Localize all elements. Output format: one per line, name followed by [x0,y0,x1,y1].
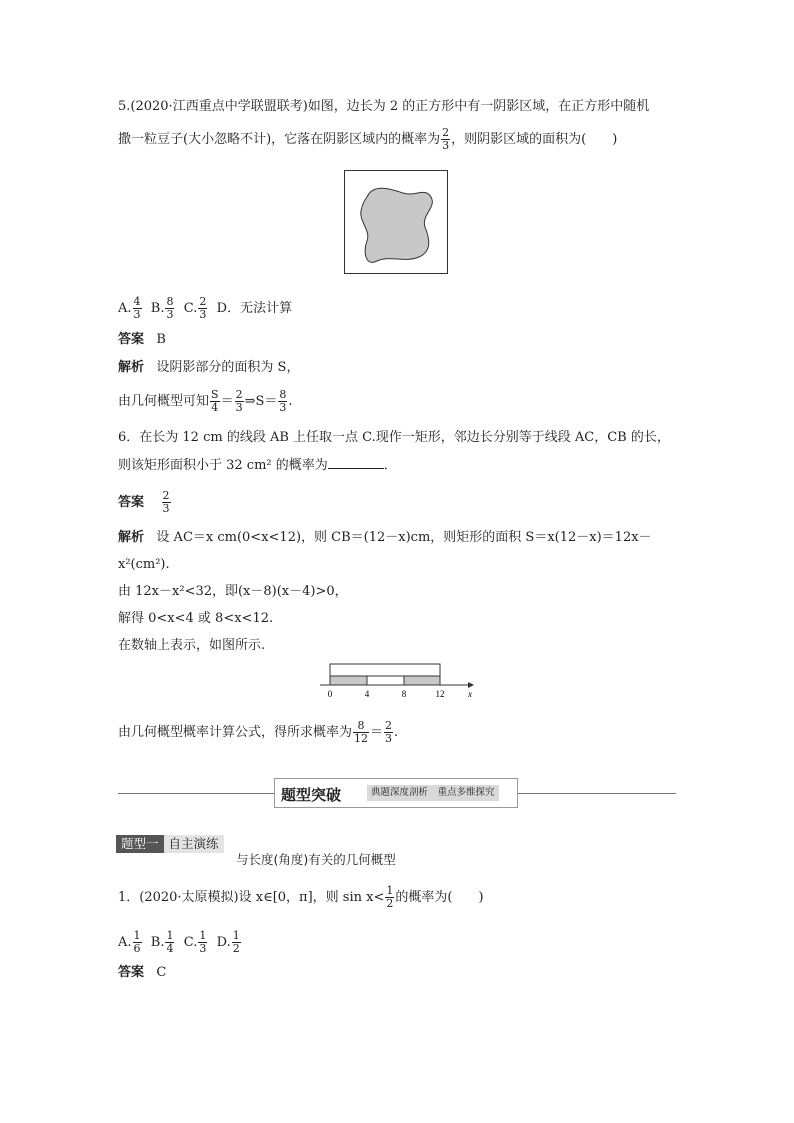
option-label: D． [216,301,241,316]
q5-line2 [118,127,617,152]
fraction-denominator: 2 [386,897,394,910]
equals-sign: ＝ [370,725,384,740]
q5-option-a [118,295,143,321]
fraction-denominator: 2 [232,942,240,955]
fraction-numerator: 1 [232,929,240,942]
fraction-numerator: 2 [442,126,450,139]
option-label: C. [183,301,198,316]
q1-option-d [216,929,242,955]
q5-options [118,296,292,321]
q6-analysis-2: x²(cm²). [118,557,170,572]
fraction-denominator: 4 [211,401,219,414]
fraction-denominator: 12 [354,732,369,745]
option-fraction [133,930,142,955]
implies-text: ⇒S＝ [244,394,278,409]
q5-probability-fraction [441,127,450,152]
fraction-s-over-4 [210,389,220,414]
fraction-denominator: 3 [279,401,287,414]
option-fraction [165,930,174,955]
q1-answer [118,964,166,982]
fraction-denominator: 3 [199,942,207,955]
fraction-denominator: 3 [133,308,141,321]
fraction-eight-thirds [278,389,287,414]
q1-text: 1．(2020·太原模拟)设 x∈[0，π]，则 sin x< [118,890,385,905]
analysis-label: 解析 [118,360,145,375]
option-fraction [198,930,207,955]
q5-analysis-1 [118,359,299,377]
option-text: 无法计算 [240,301,293,316]
option-fraction [165,296,174,321]
q6-analysis-1 [118,529,652,547]
q5-line1: 5.(2020·江西重点中学联盟联考)如图，边长为 2 的正方形中有一阴影区域，在正方形中随机 [118,99,650,114]
tick-label-12: 12 [435,689,445,699]
option-label: D. [216,935,231,950]
analysis-label: 解析 [118,530,145,545]
conclusion-text: 由几何概型概率计算公式，得所求概率为 [118,725,353,740]
full-segment-rect [330,664,440,676]
fraction-denominator: 3 [166,308,174,321]
fraction-denominator: 6 [133,942,141,955]
answer-label: 答案 [118,495,145,510]
tick-label-4: 4 [364,689,370,699]
fraction-two-thirds [384,720,393,745]
banner-title: 题型突破 [281,786,342,804]
fraction-numerator: 2 [162,489,170,502]
answer-label: 答案 [118,965,145,980]
analysis-text: 由几何概型可知 [118,394,210,409]
answer-label: 答案 [118,332,145,347]
q5-line2-text: 撒一粒豆子(大小忽略不计)，它落在阴影区域内的概率为 [118,132,441,147]
q5-answer [118,331,166,349]
option-fraction [198,296,207,321]
fraction-denominator: 4 [166,942,174,955]
fraction-denominator: 3 [235,401,243,414]
tick-label-8: 8 [401,689,407,699]
fraction-numerator: S [211,388,219,401]
period: ． [383,458,397,473]
q6-analysis-4: 解得 0<x<4 或 8<x<12. [118,611,274,626]
period: . [288,394,293,409]
section-tag-label: 自主演练 [164,835,224,853]
q5-analysis-2 [118,389,293,414]
fraction-numerator: 8 [166,295,174,308]
banner-rule-right [518,793,676,794]
q1-option-c [183,929,209,955]
q6-line2 [118,456,397,475]
q5-option-d [217,301,292,316]
fraction-numerator: 2 [385,719,393,732]
axis-label-x: x [468,689,472,699]
option-label: B. [150,301,165,316]
section-title: 与长度(角度)有关的几何概型 [236,852,396,867]
fraction-denominator: 3 [385,732,393,745]
fraction-numerator: 1 [386,884,394,897]
analysis-text: 设 AC＝x cm(0<x<12)，则 CB＝(12－x)cm，则矩形的面积 S＝x(12－x)＝12x－ [156,530,652,545]
analysis-text: 设阴影部分的面积为 S， [156,360,300,375]
fraction-numerator: 8 [353,720,369,733]
option-fraction [232,930,241,955]
tick-label-0: 0 [327,689,333,699]
answer-value: B [156,332,166,347]
fraction-numerator: 1 [199,929,207,942]
shaded-interval-0-4 [330,676,367,685]
number-line-figure [318,662,483,706]
q6-analysis-3: 由 12x－x²<32，即(x－8)(x－4)>0， [118,584,348,599]
option-label: A. [118,301,132,316]
option-fraction [133,296,142,321]
fraction-numerator: 2 [235,388,243,401]
axis-arrow [468,682,474,688]
fraction-two-thirds [235,389,244,414]
answer-fraction [162,490,171,515]
q1-options [118,930,242,955]
fraction-denominator: 3 [442,139,450,152]
q1-option-a [118,929,143,955]
shaded-region [361,188,433,262]
q6-analysis-5: 在数轴上表示，如图所示. [118,638,266,653]
section-tag [116,835,224,853]
q5-option-b [150,295,176,321]
period: . [394,725,399,740]
fraction-numerator: 4 [133,295,141,308]
answer-value: C [156,965,167,980]
fraction-one-half [385,885,394,910]
fraction-denominator: 3 [199,308,207,321]
option-label: A. [118,935,132,950]
q6-conclusion [118,720,398,745]
fraction-numerator: 8 [279,388,287,401]
q5-line2-tail: ，则阴影区域的面积为( ) [451,132,618,147]
fraction-denominator: 3 [162,502,170,515]
q5-option-c [183,295,209,321]
banner-subtitle: 典题深度剖析 重点多维探究 [367,785,499,801]
section-tag-number: 题型一 [116,835,164,853]
fraction-eight-twelfths [353,720,369,745]
q1-option-b [150,929,176,955]
section-banner [274,778,518,808]
q6-line2-text: 则该矩形面积小于 32 cm² 的概率为 [118,458,328,473]
option-label: C. [183,935,198,950]
option-label: B. [150,935,165,950]
square-figure [344,170,448,274]
number-line-svg [318,662,483,702]
q1-text-tail: 的概率为( ) [395,890,484,905]
q6-line1: 6．在长为 12 cm 的线段 AB 上任取一点 C.现作一矩形，邻边长分别等于线段 AC，CB 的长， [118,430,670,445]
fraction-numerator: 1 [133,929,141,942]
fraction-numerator: 2 [199,295,207,308]
equals-sign: ＝ [220,394,234,409]
q1-line [118,885,484,910]
shaded-interval-8-12 [404,676,440,685]
fraction-numerator: 1 [166,929,174,942]
answer-blank [328,456,384,469]
q6-answer [118,490,172,515]
shaded-region-figure [345,171,447,273]
banner-rule-left [118,793,274,794]
